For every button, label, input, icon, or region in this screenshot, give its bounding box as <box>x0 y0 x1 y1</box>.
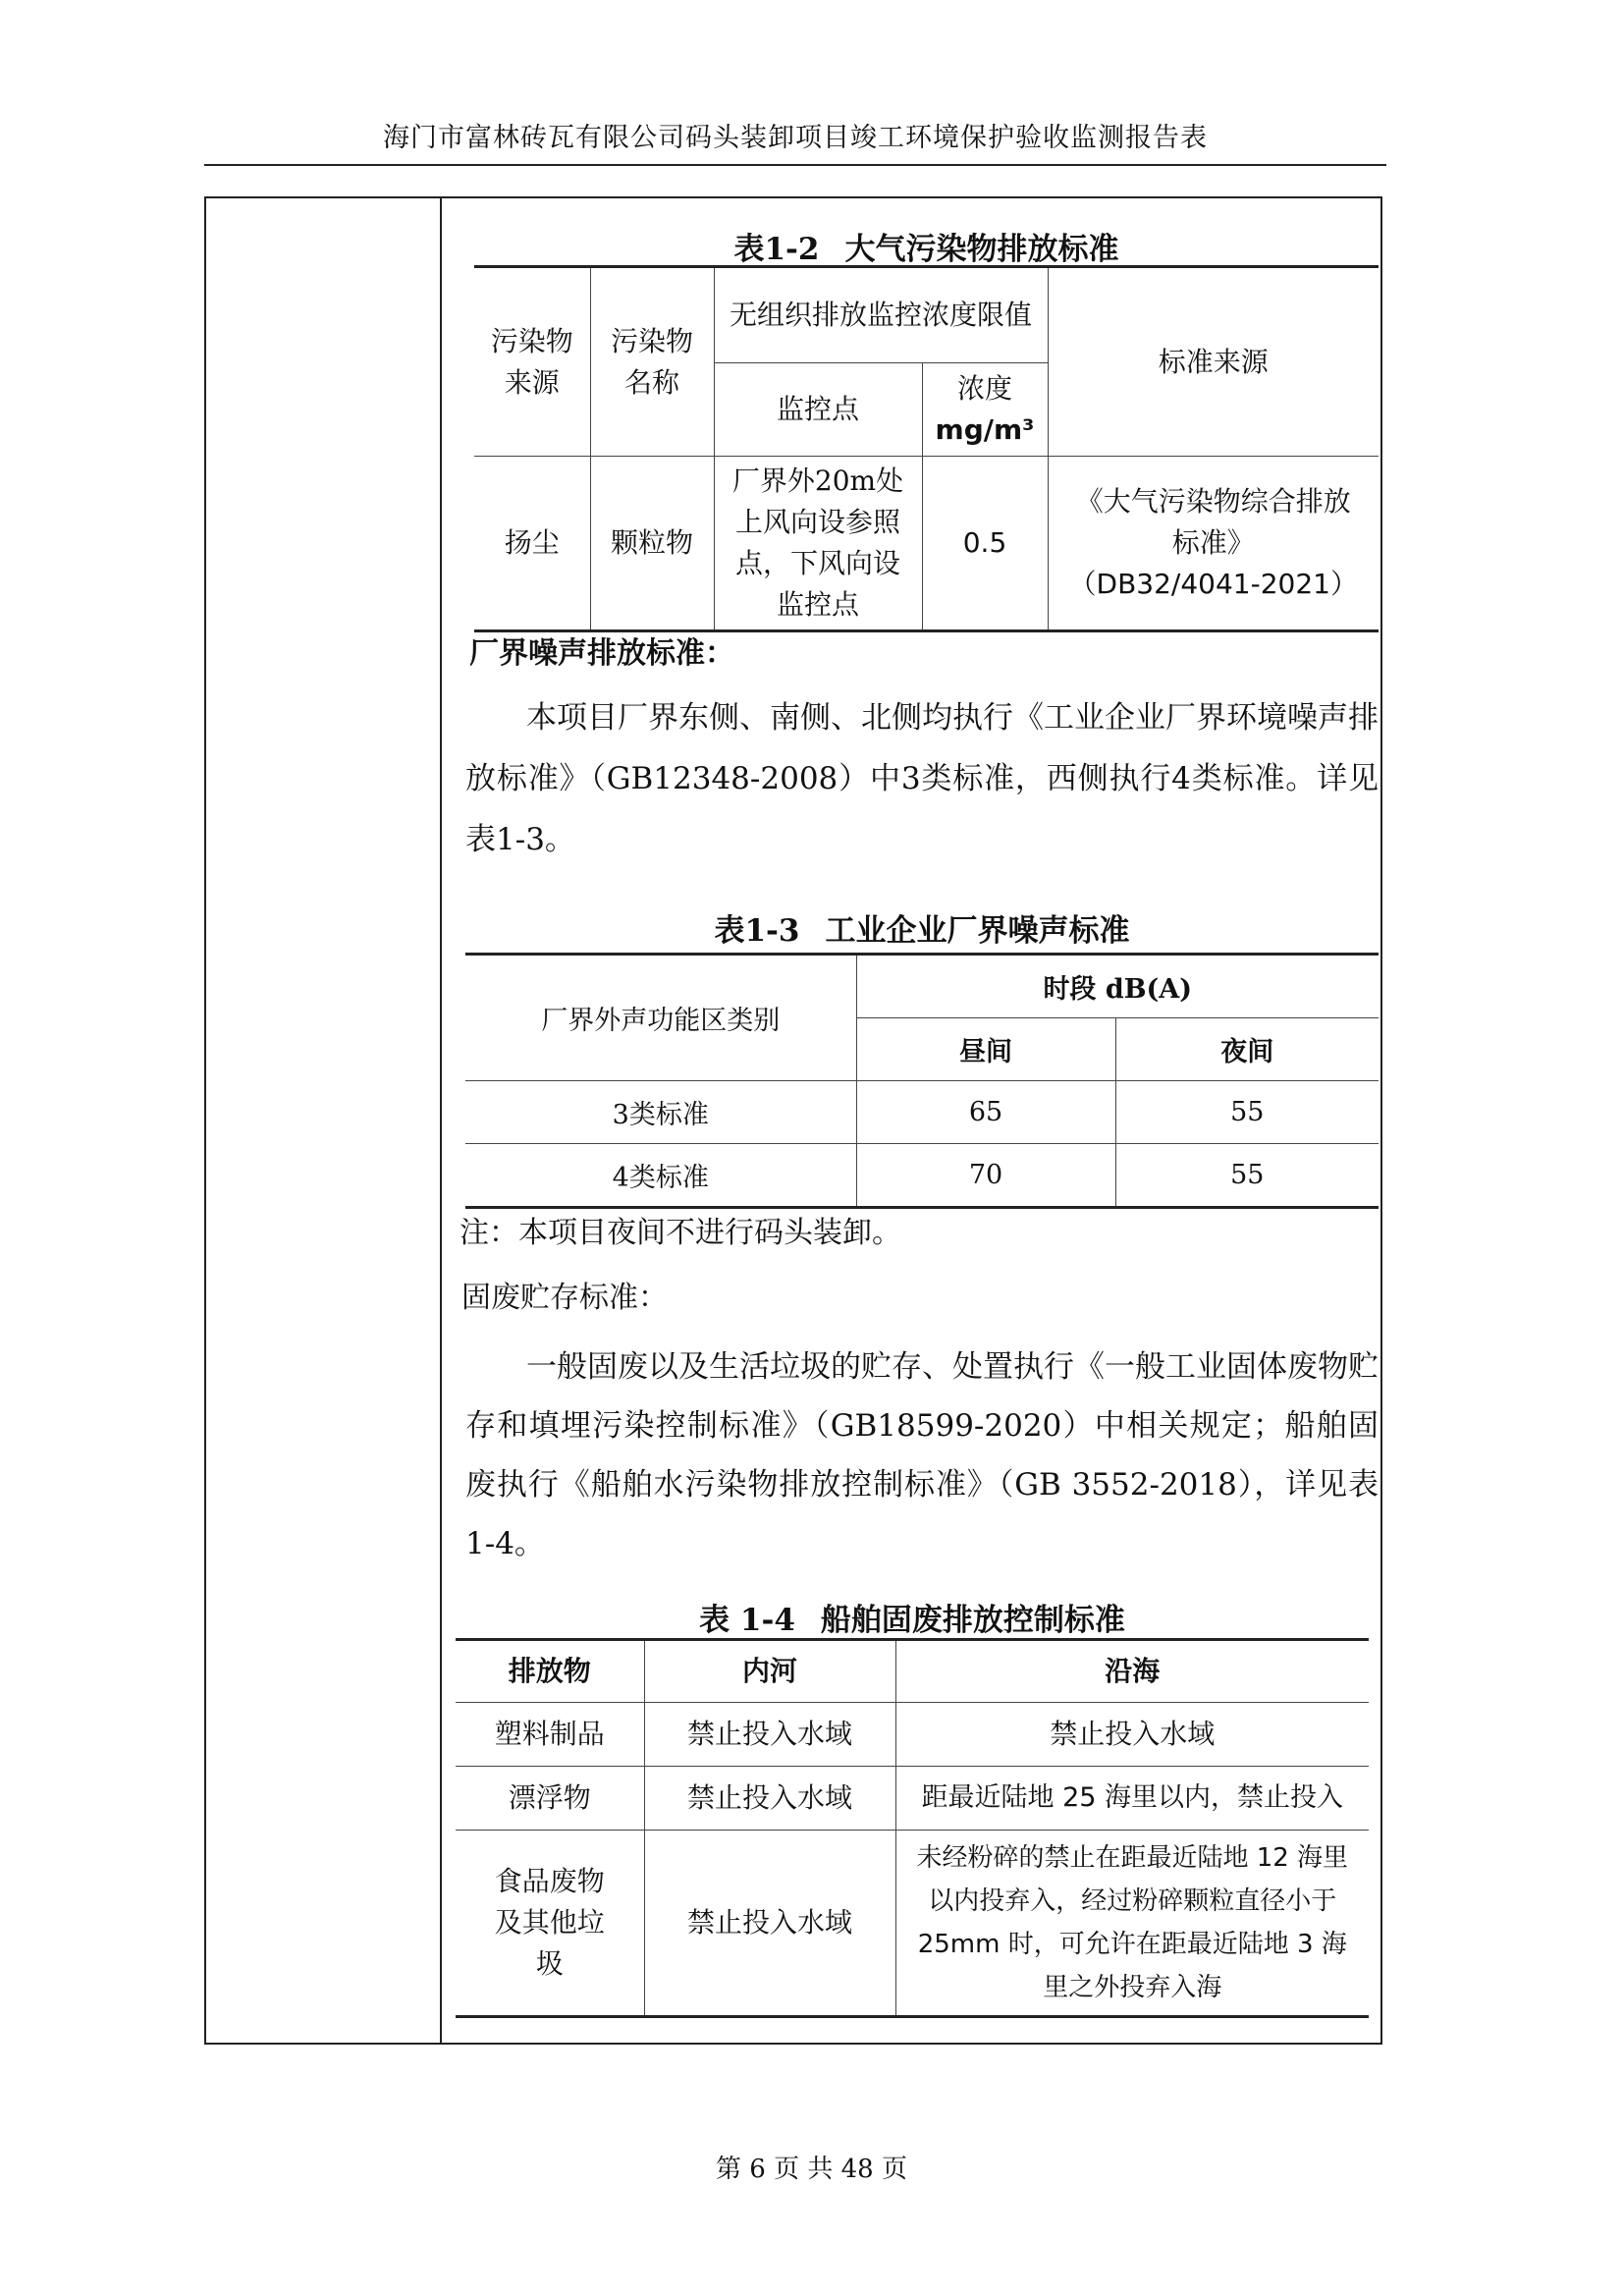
cell-concentration: 0.5 <box>922 457 1048 631</box>
cell-inland: 禁止投入水域 <box>644 1831 895 2017</box>
cell-night: 55 <box>1115 1081 1379 1144</box>
solid-waste-paragraph: 一般固废以及生活垃圾的贮存、处置执行《一般工业固体废物贮存和填埋污染控制标准》（GB18599-2020）中相关规定；船舶固废执行《船舶水污染物排放控制标准》（GB 3552-2018），详见表1-4。 <box>465 1349 1379 1561</box>
cell-day: 65 <box>856 1081 1115 1144</box>
cell-coastal: 未经粉碎的禁止在距最近陆地 12 海里以内投弃入，经过粉碎颗粒直径小于 25mm 时，可允许在距最近陆地 3 海里之外投弃入海 <box>895 1831 1369 2017</box>
cell-inland: 禁止投入水域 <box>644 1703 895 1767</box>
noise-standard-heading: 厂界噪声排放标准： <box>469 636 734 671</box>
table-row <box>465 1144 1379 1208</box>
table-row <box>465 1081 1379 1144</box>
table-1-3-note: 注：本项目夜间不进行码头装卸。 <box>460 1216 901 1250</box>
col-header-name: 污染物名称 <box>590 267 714 457</box>
cell-night: 55 <box>1115 1144 1379 1208</box>
cell-standard-source: 《大气污染物综合排放标准》 （DB32/4041-2021） <box>1048 457 1379 631</box>
col-header-limit: 无组织排放监控浓度限值 <box>714 267 1048 363</box>
col-header-item: 排放物 <box>456 1640 644 1703</box>
page-number: 第 6 页 共 48 页 <box>716 2155 907 2184</box>
col-header-point: 监控点 <box>714 363 922 457</box>
col-header-day: 昼间 <box>856 1018 1115 1081</box>
col-header-concentration: 浓度 mg/m³ <box>922 363 1048 457</box>
col-header-coastal: 沿海 <box>895 1640 1369 1703</box>
col-header-inland: 内河 <box>644 1640 895 1703</box>
col-header-night: 夜间 <box>1115 1018 1379 1081</box>
table-1-2-number: 表1-2 <box>733 232 820 267</box>
table-1-4 <box>456 1638 1369 2018</box>
table-row <box>456 1831 1369 2017</box>
table-1-4-title: 船舶固废排放控制标准 <box>820 1603 1125 1638</box>
table-row <box>456 1703 1369 1767</box>
cell-source: 扬尘 <box>474 457 590 631</box>
cell-item: 漂浮物 <box>456 1767 644 1831</box>
solid-waste-heading: 固废贮存标准： <box>461 1281 668 1315</box>
cell-inland: 禁止投入水域 <box>644 1767 895 1831</box>
table-1-4-number: 表 1-4 <box>699 1603 795 1638</box>
table-1-3 <box>465 953 1379 1209</box>
table-1-2-title: 大气污染物排放标准 <box>844 232 1119 267</box>
cell-item: 塑料制品 <box>456 1703 644 1767</box>
cell-coastal: 距最近陆地 25 海里以内，禁止投入 <box>895 1767 1369 1831</box>
table-1-2 <box>474 265 1379 632</box>
cell-category: 3类标准 <box>465 1081 856 1144</box>
table-1-3-number: 表1-3 <box>714 913 800 949</box>
cell-item: 食品废物及其他垃圾 <box>456 1831 644 2017</box>
table-1-3-caption <box>465 905 1379 950</box>
concentration-unit: mg/m³ <box>935 413 1035 446</box>
table-1-4-caption <box>456 1595 1369 1639</box>
table-1-3-title: 工业企业厂界噪声标准 <box>825 913 1130 949</box>
cell-category: 4类标准 <box>465 1144 856 1208</box>
col-header-category: 厂界外声功能区类别 <box>465 955 856 1081</box>
noise-standard-paragraph: 本项目厂界东侧、南侧、北侧均执行《工业企业厂界环境噪声排放标准》（GB12348-2008）中3类标准，西侧执行4类标准。详见表1-3。 <box>465 700 1379 857</box>
cell-coastal: 禁止投入水域 <box>895 1703 1369 1767</box>
col-header-source: 污染物来源 <box>474 267 590 457</box>
header-rule <box>204 164 1386 166</box>
frame-column-divider <box>440 196 442 2043</box>
cell-monitor-point: 厂界外20m处上风向设参照点，下风向设监控点 <box>714 457 922 631</box>
col-header-standard: 标准来源 <box>1048 267 1379 457</box>
cell-day: 70 <box>856 1144 1115 1208</box>
table-1-2-caption <box>474 224 1379 268</box>
col-header-period: 时段 dB(A) <box>856 955 1379 1018</box>
cell-pollutant: 颗粒物 <box>590 457 714 631</box>
table-row <box>456 1767 1369 1831</box>
report-header-title: 海门市富林砖瓦有限公司码头装卸项目竣工环境保护验收监测报告表 <box>383 123 1208 153</box>
